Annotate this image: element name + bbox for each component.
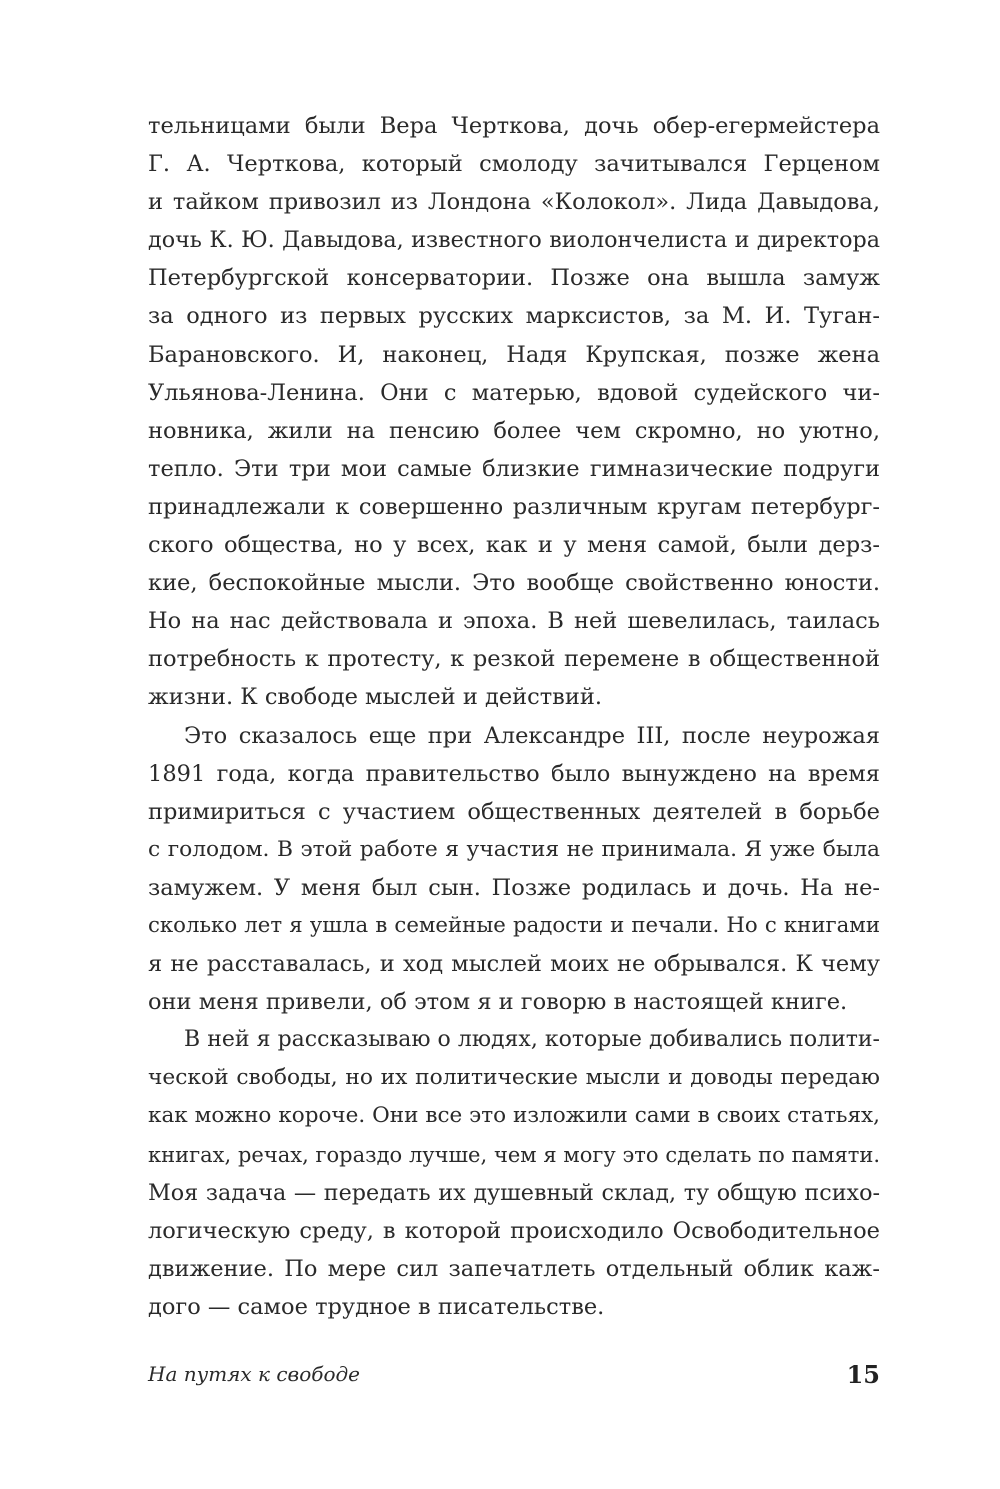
- text-line: новника, жили на пенсию более чем скромно, но уютно,: [148, 417, 880, 444]
- text-line: и тайком привозил из Лондона «Колокол». Лида Давыдова,: [148, 189, 880, 216]
- text-line: Ульянова-Ленина. Они с матерью, вдовой судейского чи-: [148, 379, 880, 406]
- paragraph: [148, 107, 880, 717]
- text-line: Г. А. Черткова, который смолоду зачитывался Герценом: [148, 151, 880, 178]
- text-line: Это сказалось еще при Александре III, после неурожая: [184, 722, 880, 749]
- text-line: Барановского. И, наконец, Надя Крупская, позже жена: [148, 341, 880, 368]
- text-line: с голодом. В этой работе я участия не принимала. Я уже была: [148, 836, 880, 862]
- page-number: 15: [846, 1360, 880, 1389]
- paragraph: [148, 717, 880, 1022]
- text-line: В ней я рассказываю о людях, которые добивались полити-: [184, 1027, 880, 1053]
- text-line: дого — самое трудное в писательстве.: [148, 1293, 605, 1320]
- text-line: жизни. К свободе мыслей и действий.: [148, 684, 602, 711]
- text-line: Но на нас действовала и эпоха. В ней шевелилась, таилась: [148, 608, 880, 635]
- text-line: ческой свободы, но их политические мысли и доводы передаю: [148, 1065, 880, 1091]
- text-line: потребность к протесту, к резкой перемене в общественной: [148, 646, 880, 673]
- text-line: тепло. Эти три мои самые близкие гимназические подруги: [148, 455, 880, 482]
- text-line: как можно короче. Они все это изложили сами в своих статьях,: [148, 1103, 880, 1129]
- text-line: книгах, речах, гораздо лучше, чем я могу это сделать по памяти.: [148, 1142, 880, 1167]
- text-line: я не расставалась, и ход мыслей моих не обрывался. К чему: [148, 951, 880, 978]
- text-line: дочь К. Ю. Давыдова, известного виолончелиста и директора: [148, 227, 880, 254]
- text-line: Петербургской консерватории. Позже она вышла замуж: [148, 265, 880, 292]
- text-line: ского общества, но у всех, как и у меня самой, были дерз-: [148, 532, 880, 559]
- text-line: тельницами были Вера Черткова, дочь обер-егермейстера: [148, 113, 880, 139]
- text-line: кие, беспокойные мысли. Это вообще свойственно юности.: [148, 570, 880, 597]
- text-line: примириться с участием общественных деятелей в борьбе: [148, 798, 880, 825]
- text-line: они меня привели, об этом я и говорю в настоящей книге.: [148, 989, 848, 1016]
- text-line: замужем. У меня был сын. Позже родилась и дочь. На не-: [148, 874, 880, 901]
- paragraph: [148, 1021, 880, 1326]
- running-title: На путях к свободе: [148, 1362, 360, 1386]
- text-line: принадлежали к совершенно различным кругам петербург-: [148, 493, 880, 520]
- text-line: сколько лет я ушла в семейные радости и печали. Но с книгами: [148, 912, 880, 938]
- text-line: 1891 года, когда правительство было вынуждено на время: [148, 760, 880, 787]
- text-line: Моя задача — передать их душевный склад, ту общую психо-: [148, 1179, 880, 1206]
- text-line: движение. По мере сил запечатлеть отдельный облик каж-: [148, 1255, 880, 1282]
- text-line: логическую среду, в которой происходило Освободительное: [148, 1217, 880, 1244]
- page-footer: [148, 1362, 880, 1402]
- body-text: [148, 107, 880, 1326]
- text-line: за одного из первых русских марксистов, за М. И. Туган-: [148, 303, 880, 330]
